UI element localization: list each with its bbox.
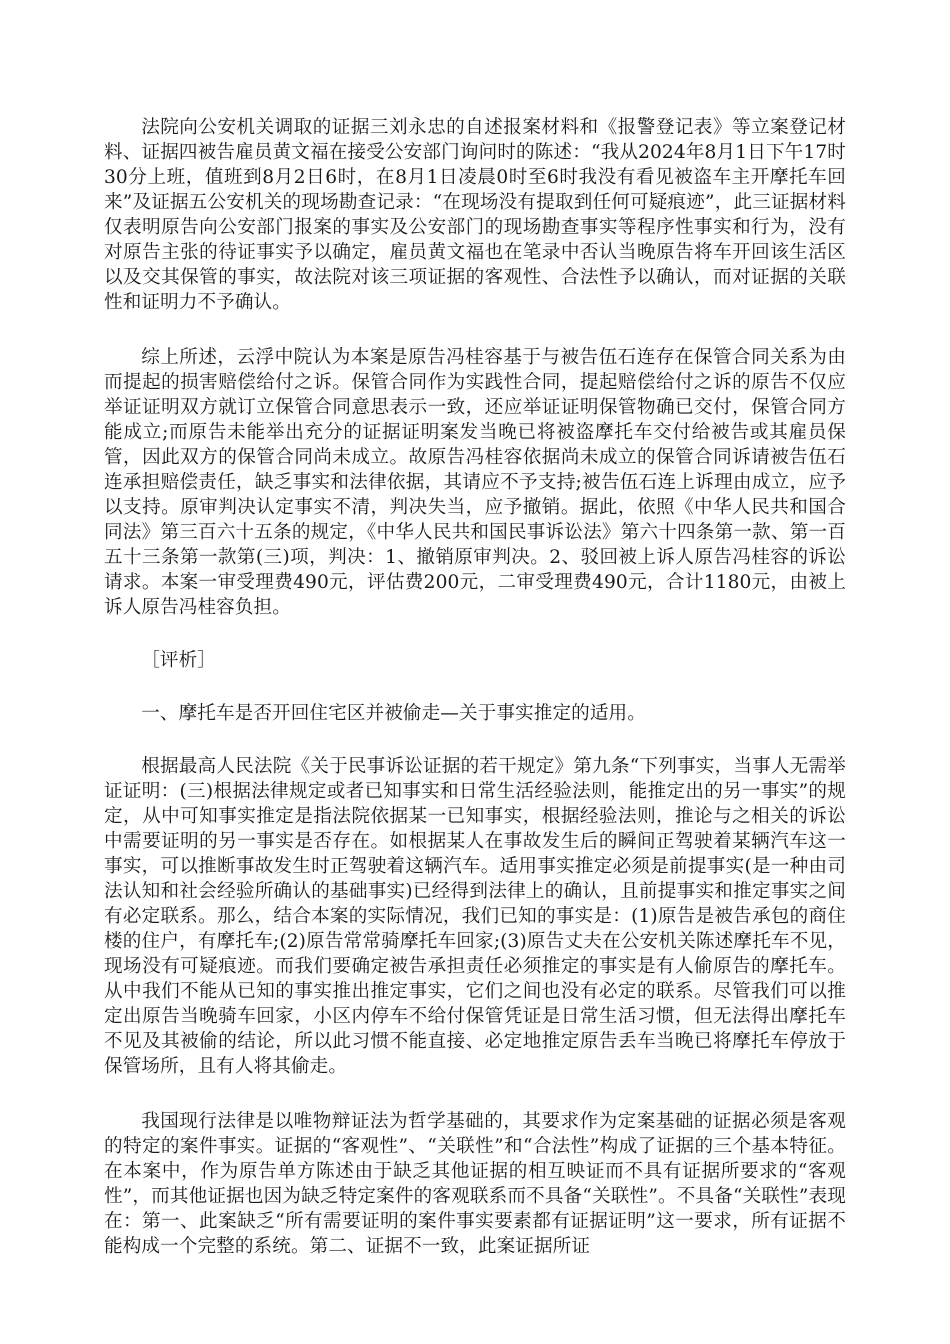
document-page (104, 115, 846, 1259)
section-heading-commentary: ［评析］ (141, 650, 216, 671)
paragraph-fact-presumption: 根据最高人民法院《关于民事诉讼证据的若干规定》第九条“下列事实，当事人无需举证证明：(三)根据法律规定或者已知事实和日常生活经验法则，能推定出的另一事实”的规定，从中可知事实推定是指法院依据某一已知事实，根据经验法则，推论与之相关的诉讼中需要证明的另一事实是否存在。如根据某人在事故发生后的瞬间正驾驶着某辆汽车这一事实，可以推断事故发生时正驾驶着这辆汽车。适用事实推定必须是前提事实(是一种由司法认知和社会经验所确认的基础事实)已经得到法律上的确认，且前提事实和推定事实之间有必定联系。那么，结合本案的实际情况，我们已知的事实是：(1)原告是被告承包的商住楼的住户，有摩托车;(2)原告常常骑摩托车回家;(3)原告丈夫在公安机关陈述摩托车不见，现场没有可疑痕迹。而我们要确定被告承担责任必须推定的事实是有人偷原告的摩托车。从中我们不能从已知的事实推出推定事实，它们之间也没有必定的联系。尽管我们可以推定出原告当晚骑车回家，小区内停车不给付保管凭证是日常生活习惯，但无法得出摩托车不见及其被偷的结论，所以此习惯不能直接、必定地推定原告丢车当晚已将摩托车停放于保管场所，且有人将其偷走。 (104, 756, 846, 1077)
subheading-fact-presumption: 一、摩托车是否开回住宅区并被偷走—关于事实推定的适用。 (141, 703, 646, 724)
paragraph-judgment-summary: 综上所述，云浮中院认为本案是原告冯桂容基于与被告伍石连存在保管合同关系为由而提起的损害赔偿给付之诉。保管合同作为实践性合同，提起赔偿给付之诉的原告不仅应举证证明双方就订立保管合同意思表示一致，还应举证证明保管物确已交付，保管合同方能成立;而原告未能举出充分的证据证明案发当晚已将被盗摩托车交付给被告或其雇员保管，因此双方的保管合同尚未成立。故原告冯桂容依据尚未成立的保管合同诉请被告伍石连承担赔偿责任，缺乏事实和法律依据，其请应不予支持;被告伍石连上诉理由成立，应予以支持。原审判决认定事实不清，判决失当，应予撤销。据此，依照《中华人民共和国合同法》第三百六十五条的规定，《中华人民共和国民事诉讼法》第六十四条第一款、第一百五十三条第一款第(三)项，判决：1、撤销原审判决。2、驳回被上诉人原告冯桂容的诉讼请求。本案一审受理费490元，评估费200元，二审受理费490元，合计1180元，由被上诉人原告冯桂容负担。 (104, 347, 846, 618)
paragraph-evidence-review: 法院向公安机关调取的证据三刘永忠的自述报案材料和《报警登记表》等立案登记材料、证据四被告雇员黄文福在接受公安部门询问时的陈述：“我从2024年8月1日下午17时30分上班，值班到8月2日6时，在8月1日凌晨0时至6时我没有看见被盗车主开摩托车回来”及证据五公安机关的现场勘查记录：“在现场没有提取到任何可疑痕迹”，此三证据材料仅表明原告向公安部门报案的事实及公安部门的现场勘查事实等程序性事实和行为，没有对原告主张的待证事实予以确定，雇员黄文福也在笔录中否认当晚原告将车开回该生活区以及交其保管的事实，故法院对该三项证据的客观性、合法性予以确认，而对证据的关联性和证明力不予确认。 (104, 117, 846, 313)
paragraph-evidence-characteristics: 我国现行法律是以唯物辩证法为哲学基础的，其要求作为定案基础的证据必须是客观的特定的案件事实。证据的“客观性”、“关联性”和“合法性”构成了证据的三个基本特征。在本案中，作为原告单方陈述由于缺乏其他证据的相互映证而不具有证据所要求的“客观性”，而其他证据也因为缺乏特定案件的客观联系而不具备“关联性”。不具备“关联性”表现在：第一、此案缺乏“所有需要证明的案件事实要素都有证据证明”这一要求，所有证据不能构成一个完整的系统。第二、证据不一致，此案证据所证 (104, 1111, 846, 1257)
